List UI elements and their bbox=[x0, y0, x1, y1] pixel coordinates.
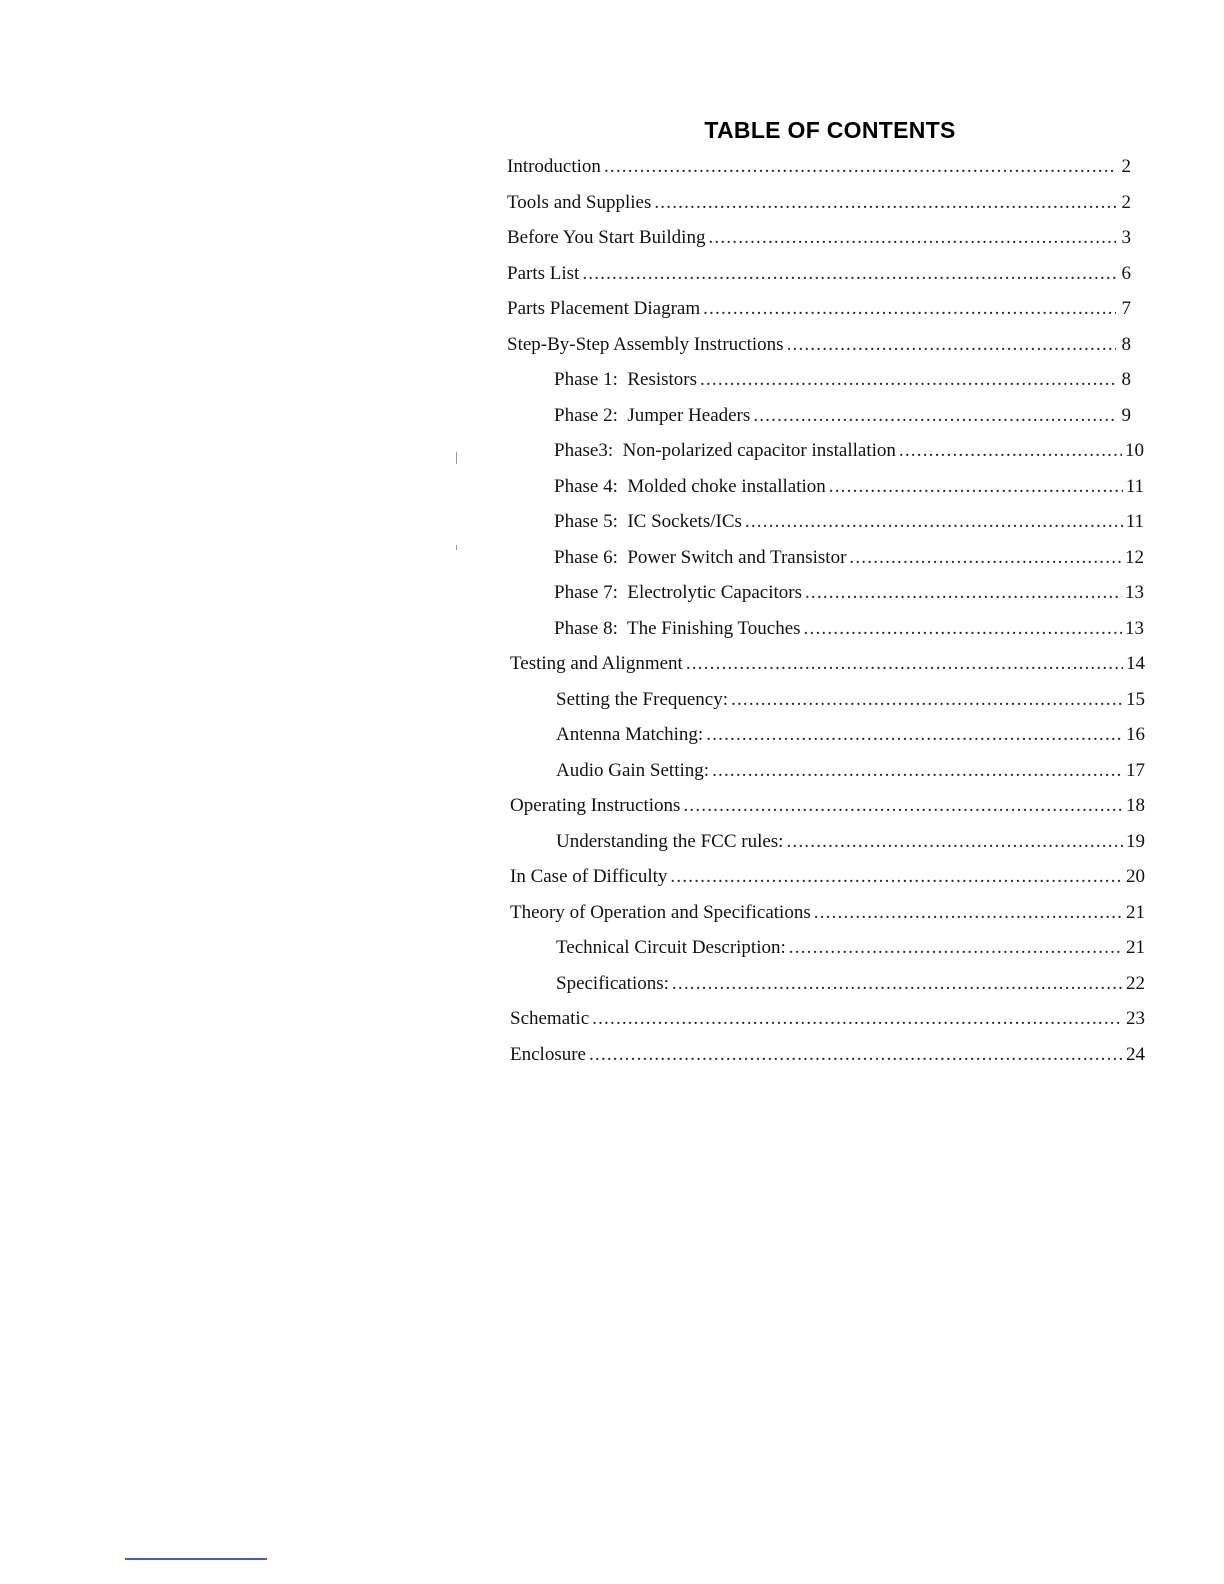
toc-entry-page-number: 20 bbox=[1126, 866, 1145, 887]
toc-entry-label: Schematic bbox=[510, 1008, 590, 1029]
toc-entry[interactable] bbox=[510, 865, 1145, 889]
toc-entry[interactable] bbox=[554, 510, 1144, 534]
toc-leader-dots bbox=[592, 1007, 1123, 1031]
toc-leader-dots bbox=[789, 936, 1123, 960]
toc-entry[interactable] bbox=[510, 652, 1145, 676]
toc-entry-page-number: 21 bbox=[1126, 901, 1145, 923]
toc-entry-label: Parts Placement Diagram bbox=[507, 298, 701, 319]
toc-entry-label: Antenna Matching: bbox=[556, 724, 704, 745]
toc-entry-page-number: 2 bbox=[1121, 156, 1131, 177]
toc-leader-dots bbox=[731, 688, 1123, 712]
toc-entry[interactable] bbox=[507, 262, 1131, 286]
toc-entry-label: Phase 6: Power Switch and Transistor bbox=[554, 546, 847, 568]
toc-entry-page-number: 23 bbox=[1126, 1008, 1145, 1029]
toc-entry[interactable] bbox=[556, 723, 1145, 747]
toc-leader-dots bbox=[654, 191, 1116, 215]
toc-entry-label: Audio Gain Setting: bbox=[556, 759, 710, 781]
toc-entry[interactable] bbox=[556, 688, 1145, 712]
toc-entry[interactable] bbox=[510, 1007, 1145, 1031]
toc-entry-label: Setting the Frequency: bbox=[556, 688, 729, 710]
toc-entry-label: Specifications: bbox=[556, 972, 669, 994]
toc-entry-page-number: 9 bbox=[1121, 404, 1131, 426]
toc-entry-page-number: 10 bbox=[1125, 440, 1144, 461]
toc-leader-dots bbox=[582, 262, 1116, 286]
toc-entry[interactable] bbox=[507, 297, 1131, 321]
toc-entry-page-number: 11 bbox=[1125, 475, 1144, 497]
toc-leader-dots bbox=[708, 226, 1116, 250]
toc-leader-dots bbox=[604, 155, 1116, 179]
toc-entry-label: Phase 1: Resistors bbox=[554, 369, 698, 390]
toc-entry-page-number: 8 bbox=[1121, 333, 1131, 355]
toc-entry-page-number: 15 bbox=[1126, 688, 1145, 710]
toc-entry-label: Theory of Operation and Specifications bbox=[510, 901, 811, 923]
toc-entry[interactable] bbox=[510, 901, 1145, 925]
toc-entry-label: Introduction bbox=[507, 156, 601, 177]
toc-entry[interactable] bbox=[554, 546, 1144, 570]
toc-leader-dots bbox=[686, 652, 1123, 676]
toc-entry[interactable] bbox=[554, 617, 1144, 641]
toc-entry-page-number: 13 bbox=[1125, 617, 1144, 639]
toc-entry[interactable] bbox=[554, 439, 1144, 463]
toc-entry-label: Operating Instructions bbox=[510, 795, 681, 816]
toc-entry-page-number: 6 bbox=[1121, 262, 1131, 284]
toc-leader-dots bbox=[787, 333, 1116, 357]
toc-entry[interactable] bbox=[556, 936, 1145, 960]
toc-entry-label: Tools and Supplies bbox=[507, 191, 652, 213]
toc-entry-page-number: 18 bbox=[1126, 795, 1145, 816]
toc-entry[interactable] bbox=[556, 759, 1145, 783]
toc-leader-dots bbox=[753, 404, 1116, 428]
toc-entry[interactable] bbox=[507, 226, 1131, 250]
toc-leader-dots bbox=[672, 972, 1123, 996]
toc-leader-dots bbox=[805, 581, 1122, 605]
toc-entry[interactable] bbox=[554, 475, 1144, 499]
toc-entry-page-number: 21 bbox=[1126, 937, 1145, 958]
toc-entry-page-number: 2 bbox=[1121, 191, 1131, 213]
toc-entry-page-number: 7 bbox=[1121, 298, 1131, 319]
toc-leader-dots bbox=[814, 901, 1123, 925]
toc-entry[interactable] bbox=[507, 333, 1131, 357]
toc-entry[interactable] bbox=[556, 830, 1145, 854]
scan-mark bbox=[456, 545, 457, 550]
toc-leader-dots bbox=[703, 297, 1116, 321]
toc-entry-page-number: 14 bbox=[1126, 653, 1145, 674]
toc-entry-page-number: 3 bbox=[1121, 227, 1131, 248]
toc-leader-dots bbox=[786, 830, 1123, 854]
toc-entry-label: Enclosure bbox=[510, 1043, 586, 1065]
toc-leader-dots bbox=[849, 546, 1122, 570]
toc-entry-label: Phase 8: The Finishing Touches bbox=[554, 617, 801, 639]
toc-entry-label: Technical Circuit Description: bbox=[556, 937, 786, 958]
toc-entry-label: Phase 4: Molded choke installation bbox=[554, 475, 826, 497]
toc-entry-label: Phase 7: Electrolytic Capacitors bbox=[554, 582, 802, 603]
toc-leader-dots bbox=[589, 1043, 1123, 1067]
page-title: TABLE OF CONTENTS bbox=[704, 117, 956, 143]
toc-entry[interactable] bbox=[507, 191, 1131, 215]
toc-entry-page-number: 12 bbox=[1125, 546, 1144, 568]
toc-entry-page-number: 11 bbox=[1125, 511, 1144, 532]
scan-mark bbox=[456, 452, 457, 464]
toc-entry[interactable] bbox=[510, 1043, 1145, 1067]
toc-entry-label: Before You Start Building bbox=[507, 227, 706, 248]
toc-leader-dots bbox=[712, 759, 1123, 783]
toc-leader-dots bbox=[706, 723, 1123, 747]
toc-entry-page-number: 24 bbox=[1126, 1043, 1145, 1065]
toc-leader-dots bbox=[804, 617, 1122, 641]
toc-entry-label: Phase3: Non-polarized capacitor installation bbox=[554, 440, 896, 461]
bottom-rule bbox=[125, 1558, 267, 1560]
toc-entry[interactable] bbox=[556, 972, 1145, 996]
toc-entry[interactable] bbox=[554, 368, 1131, 392]
toc-entry[interactable] bbox=[510, 794, 1145, 818]
toc-leader-dots bbox=[700, 368, 1116, 392]
toc-entry-page-number: 19 bbox=[1126, 830, 1145, 852]
toc-entry-label: In Case of Difficulty bbox=[510, 866, 668, 887]
toc-leader-dots bbox=[683, 794, 1123, 818]
toc-entry-label: Step-By-Step Assembly Instructions bbox=[507, 333, 784, 355]
toc-entry[interactable] bbox=[507, 155, 1131, 179]
toc-entry-page-number: 17 bbox=[1126, 759, 1145, 781]
toc-leader-dots bbox=[899, 439, 1122, 463]
toc-entry-page-number: 13 bbox=[1125, 582, 1144, 603]
toc-entry-page-number: 16 bbox=[1126, 724, 1145, 745]
toc-leader-dots bbox=[745, 510, 1123, 534]
toc-entry-page-number: 8 bbox=[1121, 369, 1131, 390]
toc-entry[interactable] bbox=[554, 404, 1131, 428]
toc-entry[interactable] bbox=[554, 581, 1144, 605]
toc-entry-label: Testing and Alignment bbox=[510, 653, 683, 674]
toc-entry-label: Phase 2: Jumper Headers bbox=[554, 404, 751, 426]
toc-entry-label: Phase 5: IC Sockets/ICs bbox=[554, 511, 742, 532]
toc-leader-dots bbox=[670, 865, 1123, 889]
toc-leader-dots bbox=[829, 475, 1123, 499]
toc-entry-page-number: 22 bbox=[1126, 972, 1145, 994]
toc-entry-label: Understanding the FCC rules: bbox=[556, 830, 784, 852]
toc-entry-label: Parts List bbox=[507, 262, 580, 284]
